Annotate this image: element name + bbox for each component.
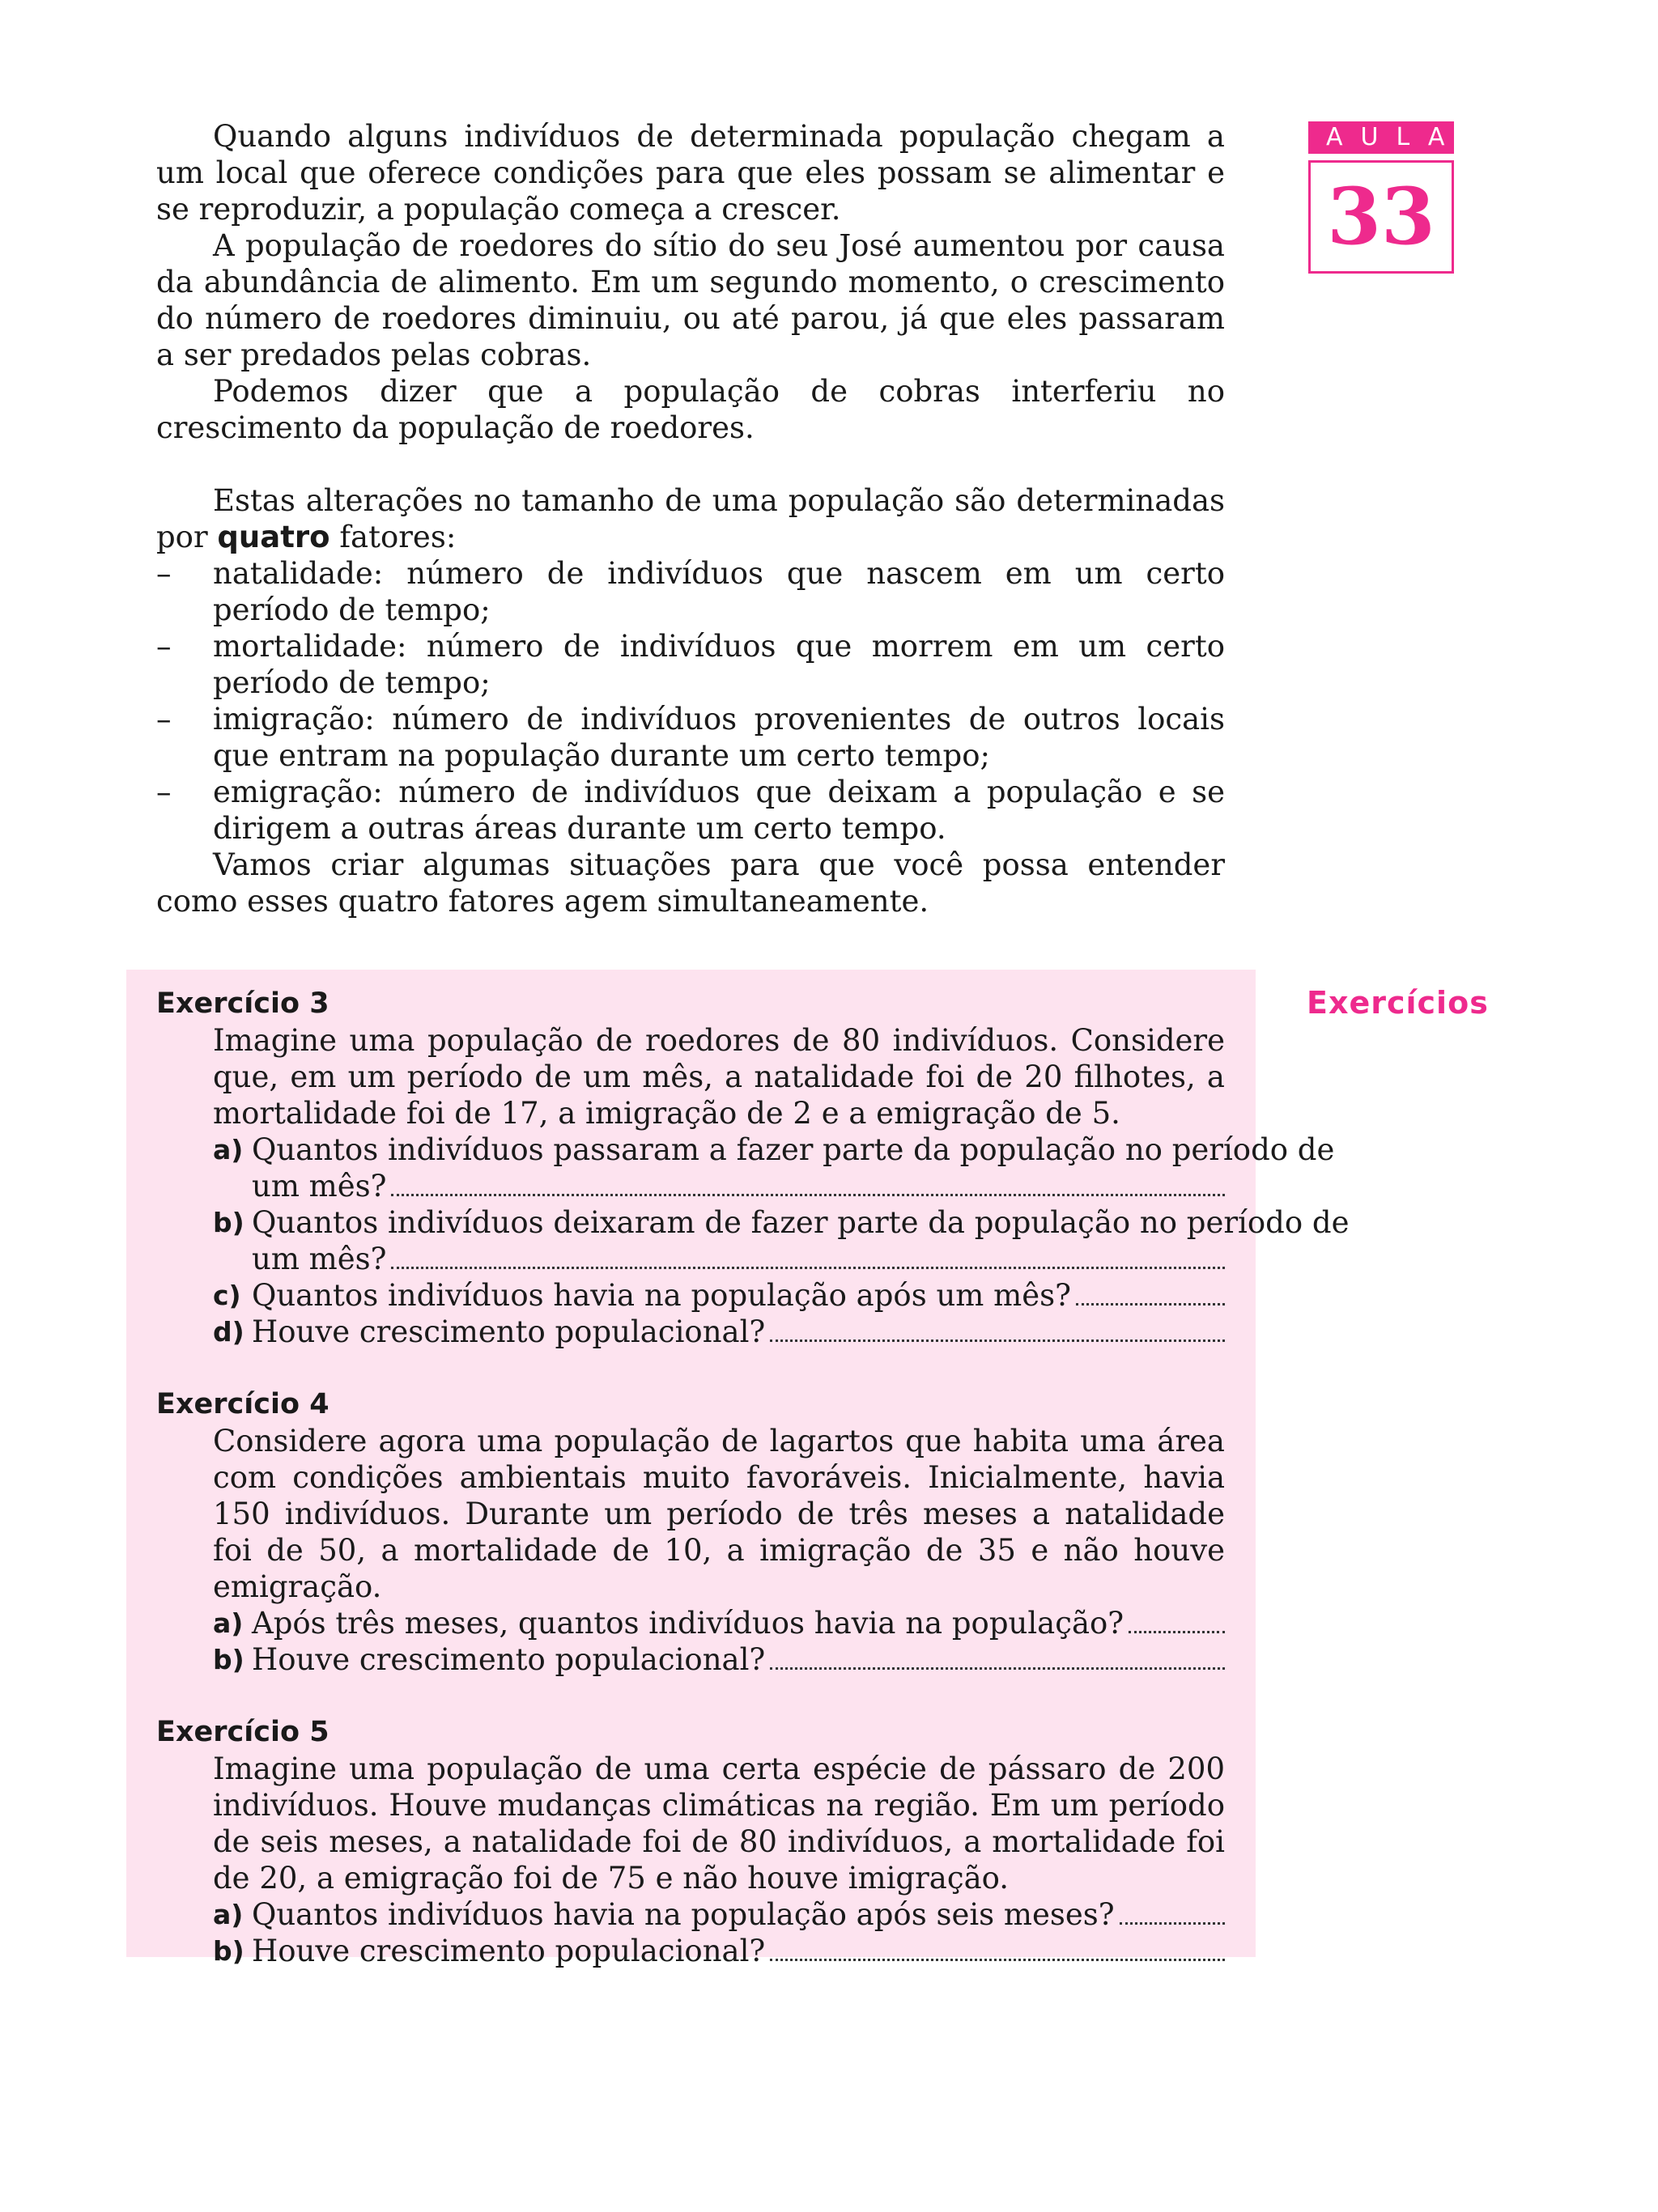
- question-item: [213, 1605, 1225, 1641]
- list-dash: –: [156, 775, 172, 809]
- question-text: Após três meses, quantos indivíduos havia na população?: [252, 1606, 1124, 1641]
- factor-mortalidade: mortalidade: número de indivíduos que morrem em um certo período de tempo;: [213, 629, 1225, 700]
- exercise-3-statement: Imagine uma população de roedores de 80 indivíduos. Considere que, em um período de um mês, a natalidade foi de 20 filhotes, a mortalidade foi de 17, a imigração de 2 e a emigração de 5.: [213, 1023, 1225, 1131]
- question-item: [213, 1314, 1225, 1350]
- factor-emigracao: emigração: número de indivíduos que deixam a população e se dirigem a outras áreas durante um certo tempo.: [213, 775, 1225, 846]
- list-item: [156, 774, 1225, 847]
- intro-paragraph-4: [156, 482, 1225, 555]
- question-item: [213, 1204, 1350, 1277]
- intro-paragraph-2: A população de roedores do sítio do seu José aumentou por causa da abundância de alimento. Em um segundo momento, o crescimento do número de roedores diminuiu, ou até parou, já que eles passaram a ser predados pelas cobras.: [156, 228, 1225, 372]
- lesson-badge: [1308, 121, 1463, 274]
- exercise-5-statement: Imagine uma população de uma certa espécie de pássaro de 200 indivíduos. Houve mudanças climáticas na região. Em um período de seis meses, a natalidade foi de 80 indivíduos, a mortalidade foi de 20, a emigração foi de 75 e não houve imigração.: [213, 1751, 1225, 1896]
- factor-natalidade: natalidade: número de indivíduos que nascem em um certo período de tempo;: [213, 556, 1225, 627]
- question-letter: a): [213, 1899, 244, 1930]
- intro-paragraph-3: Podemos dizer que a população de cobras interferiu no crescimento da população de roedores.: [156, 374, 1225, 445]
- exercise-4-statement: Considere agora uma população de lagartos que habita uma área com condições ambientais muito favoráveis. Inicialmente, havia 150 indivíduos. Durante um período de três meses a natalidade foi de 50, a mortalidade de 10, a imigração de 35 e não houve emigração.: [213, 1424, 1225, 1604]
- exercise-5-body: [156, 1751, 1225, 1969]
- list-dash: –: [156, 702, 172, 737]
- factors-sentence-end: fatores:: [339, 520, 457, 554]
- question-letter: a): [213, 1607, 244, 1639]
- list-item: [156, 628, 1225, 701]
- exercises-heading: Exercícios: [1307, 985, 1489, 1021]
- question-letter: d): [213, 1316, 244, 1348]
- question-text: Quantos indivíduos deixaram de fazer parte da população no período de: [252, 1205, 1350, 1240]
- question-letter: b): [213, 1644, 244, 1675]
- factors-emphasis: quatro: [217, 520, 330, 554]
- question-text: Quantos indivíduos havia na população após um mês?: [252, 1278, 1071, 1313]
- question-text: Quantos indivíduos passaram a fazer parte da população no período de: [252, 1132, 1335, 1167]
- question-item: [213, 1277, 1225, 1314]
- question-item: [213, 1896, 1225, 1933]
- question-letter: c): [213, 1280, 241, 1311]
- factor-imigracao: imigração: número de indivíduos provenientes de outros locais que entram na população durante um certo tempo;: [213, 702, 1225, 773]
- list-item: [156, 701, 1225, 774]
- lesson-label: AULA: [1308, 121, 1454, 154]
- list-dash: –: [156, 629, 172, 664]
- intro-paragraph-1: Quando alguns indivíduos de determinada população chegam a um local que oferece condições para que eles possam se alimentar e se reproduzir, a população começa a crescer.: [156, 119, 1225, 227]
- exercises-list: [156, 986, 1350, 1969]
- question-text-continued: um mês?: [252, 1169, 387, 1204]
- exercise-4-title: Exercício 4: [156, 1388, 329, 1420]
- question-text: Houve crescimento populacional?: [252, 1314, 766, 1349]
- question-item: [213, 1933, 1225, 1969]
- question-item: [213, 1641, 1225, 1678]
- factors-sentence-start: Estas alterações no tamanho de uma população são determinadas por: [156, 483, 1225, 554]
- list-item: [156, 555, 1225, 628]
- question-text: Houve crescimento populacional?: [252, 1642, 766, 1677]
- question-item: [213, 1131, 1335, 1204]
- list-dash: –: [156, 556, 172, 591]
- question-letter: b): [213, 1935, 244, 1967]
- answer-line[interactable]: [770, 1959, 1225, 1961]
- answer-line[interactable]: [1129, 1631, 1225, 1633]
- intro-text: [156, 118, 1225, 919]
- question-text: Houve crescimento populacional?: [252, 1934, 766, 1968]
- exercise-3-title: Exercício 3: [156, 987, 329, 1020]
- answer-line[interactable]: [391, 1194, 1225, 1196]
- answer-line[interactable]: [770, 1667, 1225, 1670]
- answer-line[interactable]: [1120, 1922, 1225, 1925]
- answer-line[interactable]: [1076, 1303, 1225, 1306]
- question-text: Quantos indivíduos havia na população após seis meses?: [252, 1897, 1115, 1932]
- exercise-4-body: [156, 1423, 1225, 1678]
- answer-line[interactable]: [391, 1267, 1225, 1269]
- exercise-3-body: [156, 1022, 1350, 1350]
- question-text-continued: um mês?: [252, 1242, 387, 1276]
- question-letter: b): [213, 1207, 244, 1238]
- exercise-5-title: Exercício 5: [156, 1716, 329, 1748]
- question-letter: a): [213, 1134, 244, 1165]
- answer-line[interactable]: [770, 1340, 1225, 1342]
- intro-paragraph-5: Vamos criar algumas situações para que você possa entender como esses quatro fatores agem simultaneamente.: [156, 847, 1225, 919]
- lesson-number-box: [1308, 160, 1454, 274]
- lesson-number: 33: [1327, 171, 1435, 262]
